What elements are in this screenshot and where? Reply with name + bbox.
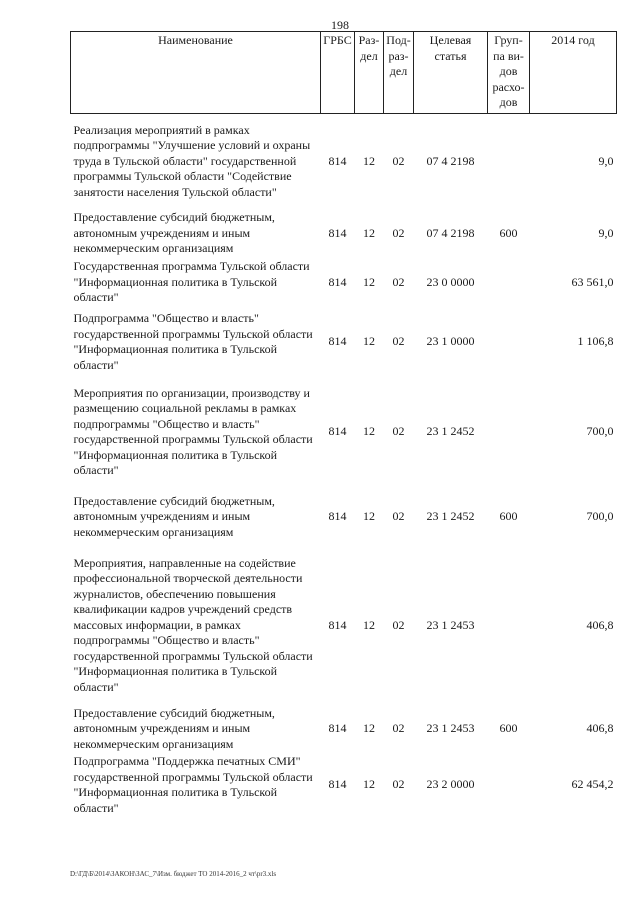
row-grbs: 814 <box>328 424 347 439</box>
table-row <box>71 113 617 209</box>
row-amount: 9,0 <box>598 153 614 168</box>
row-name: Подпрограмма "Общество и власть" государственной программы Тульской области "Информационная политика в Тульской области" <box>73 311 313 372</box>
row-grbs: 814 <box>328 617 347 632</box>
row-grbs: 814 <box>328 225 347 240</box>
row-grbs: 814 <box>328 153 347 168</box>
row-razdel: 12 <box>363 153 375 168</box>
footer-file-path: D:\ГД\Б\2014\ЗАКОН\ЗАС_7\Изм. бюджет ТО 2014-2016_2 чт\pr3.xls <box>70 870 277 878</box>
row-article: 23 1 0000 <box>426 334 475 349</box>
row-podrazdel: 02 <box>392 334 405 349</box>
row-grbs: 814 <box>328 509 347 524</box>
row-razdel: 12 <box>363 509 375 524</box>
row-razdel: 12 <box>363 424 375 439</box>
table-row <box>71 377 617 487</box>
table-row <box>71 704 617 754</box>
row-name: Мероприятия, направленные на содействие профессиональной творческой деятельности журналистов, обеспечению повышения квалификации кадров учреждений средств массовых информации, в рамках подпрограммы "Общество и власть" государственной программы Тульской области "Информационная политика в Тульской области" <box>73 555 313 694</box>
header-razdel: Раз-дел <box>355 32 384 114</box>
row-article: 07 4 2198 <box>426 225 475 240</box>
header-row <box>71 32 617 114</box>
row-razdel: 12 <box>363 617 375 632</box>
header-amount: 2014 год <box>530 32 617 114</box>
row-amount: 700,0 <box>586 424 614 439</box>
row-amount: 9,0 <box>598 225 614 240</box>
page-number: 198 <box>331 18 349 32</box>
row-podrazdel: 02 <box>392 153 405 168</box>
header-vid: Груп-па ви-дов расхо-дов <box>488 32 530 114</box>
table-row <box>71 547 617 704</box>
row-vid <box>488 754 530 816</box>
row-article: 23 1 2452 <box>426 509 475 524</box>
row-article: 23 2 0000 <box>426 777 475 792</box>
row-article: 23 0 0000 <box>426 274 475 289</box>
row-article: 23 1 2453 <box>426 721 475 736</box>
row-article: 23 1 2453 <box>426 617 475 632</box>
row-amount: 63 561,0 <box>571 274 614 289</box>
row-podrazdel: 02 <box>392 617 405 632</box>
row-podrazdel: 02 <box>392 225 405 240</box>
table-row <box>71 487 617 547</box>
row-name: Подпрограмма "Поддержка печатных СМИ" государственной программы Тульской области "Информационная политика в Тульской области" <box>73 754 313 815</box>
header-grbs: ГРБС <box>321 32 355 114</box>
row-name: Предоставление субсидий бюджетным, автономным учреждениям и иным некоммерческим организациям <box>73 210 275 256</box>
row-grbs: 814 <box>328 721 347 736</box>
row-vid <box>488 547 530 704</box>
row-podrazdel: 02 <box>392 424 405 439</box>
table-row <box>71 307 617 377</box>
row-razdel: 12 <box>363 274 375 289</box>
row-amount: 700,0 <box>586 509 614 524</box>
row-podrazdel: 02 <box>392 274 405 289</box>
row-podrazdel: 02 <box>392 721 405 736</box>
row-name: Предоставление субсидий бюджетным, автономным учреждениям и иным некоммерческим организациям <box>73 493 275 539</box>
row-amount: 62 454,2 <box>571 777 614 792</box>
table-row <box>71 258 617 307</box>
header-podrazdel: Под-раз-дел <box>384 32 414 114</box>
budget-table <box>70 31 617 816</box>
row-grbs: 814 <box>328 777 347 792</box>
table-row <box>71 754 617 816</box>
row-article: 23 1 2452 <box>426 424 475 439</box>
table-row <box>71 209 617 258</box>
row-amount: 406,8 <box>586 721 614 736</box>
row-vid <box>488 258 530 307</box>
row-razdel: 12 <box>363 334 375 349</box>
row-amount: 1 106,8 <box>577 334 614 349</box>
header-name: Наименование <box>71 32 321 114</box>
row-vid: 600 <box>499 509 518 524</box>
row-name: Государственная программа Тульской области "Информационная политика в Тульской области" <box>73 259 310 305</box>
row-name: Мероприятия по организации, производству и размещению социальной рекламы в рамках подпрограммы "Общество и власть" государственной программы Тульской области "Информационная политика в Тульской области" <box>73 385 313 477</box>
row-razdel: 12 <box>363 225 375 240</box>
row-amount: 406,8 <box>586 617 614 632</box>
row-vid: 600 <box>499 225 518 240</box>
row-grbs: 814 <box>328 274 347 289</box>
row-vid: 600 <box>499 721 518 736</box>
row-vid <box>488 113 530 209</box>
header-article: Целевая статья <box>414 32 488 114</box>
row-vid <box>488 307 530 377</box>
row-podrazdel: 02 <box>392 777 405 792</box>
row-name: Реализация мероприятий в рамках подпрограммы "Улучшение условий и охраны труда в Тульской области" государственной программы Тульской области "Содействие занятости населения Тульской области" <box>73 122 311 199</box>
row-name: Предоставление субсидий бюджетным, автономным учреждениям и иным некоммерческим организациям <box>73 705 275 751</box>
row-vid <box>488 377 530 487</box>
row-razdel: 12 <box>363 721 375 736</box>
row-article: 07 4 2198 <box>426 153 475 168</box>
row-grbs: 814 <box>328 334 347 349</box>
row-razdel: 12 <box>363 777 375 792</box>
row-podrazdel: 02 <box>392 509 405 524</box>
